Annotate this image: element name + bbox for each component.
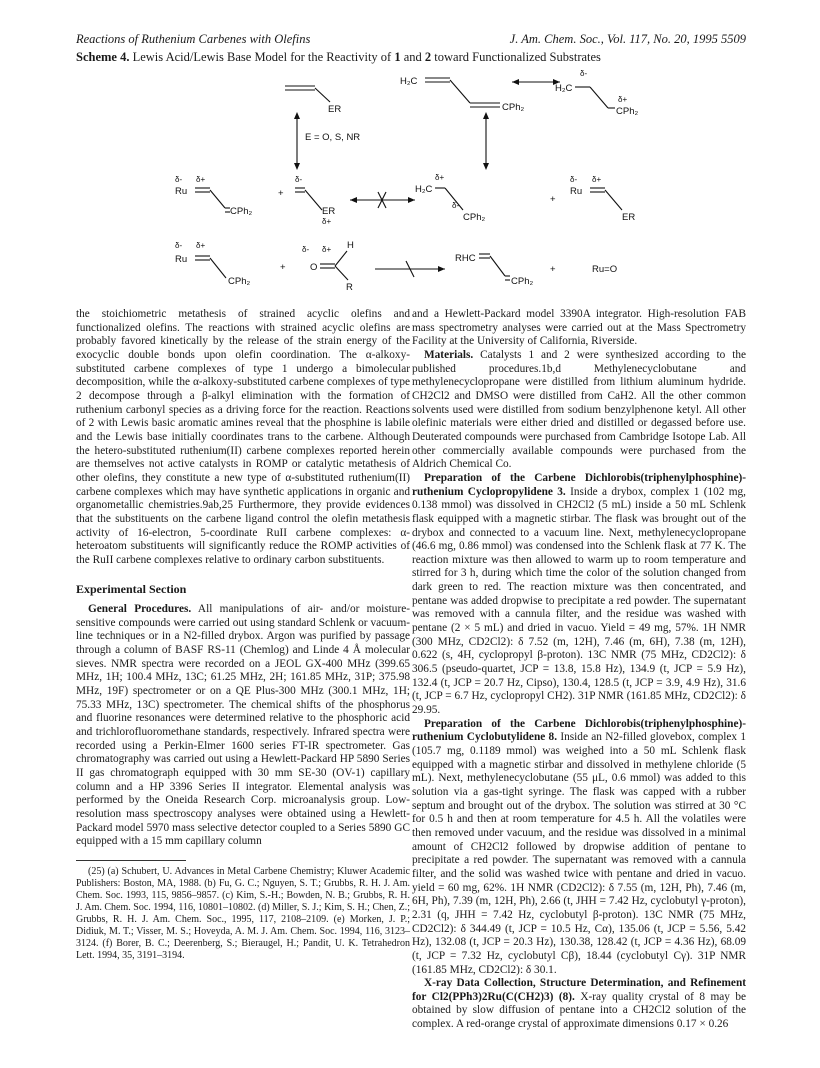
label-delta-plus-ru3: δ+ (196, 241, 206, 250)
label-h2c-mid: H₂C (415, 184, 433, 195)
general-procedures-text: All manipulations of air- and/or moisture-sensitive compounds were carried out using standard Schlenk or vacuum-line techniques or in a N2-filled drybox. Argon was purified by passage through a column of BASF RS-11 (Chemlog) and Linde 4 Å molecular sieves. NMR spectra were recorded on a JEOL GX-400 MHz (399.65 MHz, 1H; 100.4 MHz, 13C; 61.25 MHz, 2H; 161.85 MHz, 31P; 375.98 MHz, 19F) spectrometer or on a QE Plus-300 MHz (300.1 MHz, 1H; 75.33 MHz, 13C) spectrometer. The chemical shifts of the phosphorus and fluorine resonances were determined relative to the phosphoric acid and trichlorofluoromethane standards, respectively. Infrared spectra were recorded using a Perkin-Elmer 1600 series FT-IR spectrometer. Gas chromatography was carried out using a Hewlett-Packard HP 5890 Series II gas chromatograph equipped with 30 mm SE-30 (OV-1) capillary column and a HP 3396 Series II integrator. Elemental analysis was performed by the Oneida Research Corp. microanalysis group. Low-resolution mass spectroscopy analyses were obtained using a Hewlett-Packard model 5970 mass selective detector coupled to a Series 5890 GC equipped with a 15 mm capillary column (76, 603, 410, 848)
scheme-bonds (195, 78, 622, 280)
scheme-diagram (130, 68, 730, 298)
scheme-caption (76, 50, 746, 65)
instrument-paragraph: and a Hewlett-Packard model 3390A integrator. High-resolution FAB mass spectrometry analyses were carried out at the Mass Spectrometry Facility at the University of California, Riverside. (412, 308, 746, 348)
label-delta-minus-ru2: δ- (570, 175, 578, 184)
label-er-mid: ER (322, 206, 336, 217)
prep-3-paragraph (412, 472, 746, 718)
label-ru-o: Ru=O (592, 264, 618, 275)
left-column (76, 308, 410, 962)
footnote-25: (25) (a) Schubert, U. Advances in Metal Carbene Chemistry; Kluwer Academic Publishers: Boston, MA, 1988. (b) Fu, G. C.; Nguyen, S. T.; Grubbs, R. H. J. Am. Chem. Soc. 1993, 115, 9856–9857. (c) Kim, S.-H.; Bowden, N. B.; Grubbs, R. H. J. Am. Chem. Soc. 1994, 116, 10801–10802. (d) Miller, S. J.; Kim, S. H.; Chen, Z.; Grubbs, R. H. J. Am. Chem. Soc., 1995, 117, 2108–2109. (e) Morken, J. P.; Didiuk, M. T.; Visser, M. S.; Hoveyda, A. M. J. Am. Chem. Soc. 1994, 116, 3123–3124. (f) Borer, B. C.; Deerenberg, S.; Bieraugel, H.; Pandit, U. K. Tetrahedron Lett. 1994, 35, 3191–3194. (76, 865, 410, 961)
label-cph2-top: CPh₂ (502, 102, 525, 113)
prep-3-text: Inside a drybox, complex 1 (102 mg, 0.138 mmol) was dissolved in CH2Cl2 (5 mL) inside a 50 mL Schlenk flask equipped with a magnetic stirbar. The flask was brought out of the drybox and connected to a vacuum line. Next, methylenecyclopropane (46.6 mg, 0.86 mmol) was condensed into the Schlenk flask at 77 K. The reaction mixture was then allowed to warm up to room temperature and stirred for 3 h, during which time the color of the solution changed from dark green to red. The reaction mixture was then concentrated, and pentane was added dropwise to precipitate a red powder. The supernatant was removed with a cannula filter, and the residue was washed with pentane (2 × 5 mL) and dried in vacuo. Yield = 49 mg, 57%. 1H NMR (300 MHz, CD2Cl2): δ 7.52 (m, 12H), 7.46 (m, 6H), 7.38 (m, 12H), 0.622 (s, 4H, cyclopropyl β-proton). 13C NMR (75 MHz, CD2Cl2): δ 306.5 (pseudo-quartet, JCP = 13.8, 15.8 Hz), 134.9 (t, JCP = 5.9 Hz), 132.4 (t, JCP = 20.7 Hz, Cipso), 130.4, 128.5 (t, JCP = 3.9, 4.9 Hz), 31.6 (t, JCP = 6.7 Hz, cyclopropyl CH2). 31P NMR (161.85 MHz, CD2Cl2): δ 29.95. (412, 485, 746, 717)
label-e-definition: E = O, S, NR (305, 132, 361, 143)
materials-paragraph (412, 349, 746, 472)
scheme-title-end: toward Functionalized Substrates (434, 50, 601, 64)
xray-title: X-ray Data Collection, Structure Determination, and Refinement for Cl2(PPh3)2Ru(C(CH2)3) (8). (412, 977, 746, 1003)
label-o: O (310, 262, 318, 273)
label-delta-plus-ru1: δ+ (196, 175, 206, 184)
label-delta-minus-o: δ- (302, 245, 310, 254)
label-ru-2: Ru (570, 186, 583, 197)
general-procedures-paragraph (76, 603, 410, 849)
label-delta-minus-ru1: δ- (175, 175, 183, 184)
scheme-compound-1: 1 (394, 50, 401, 64)
label-cph2-bottom: CPh₂ (228, 276, 251, 287)
label-delta-plus-c: δ+ (322, 245, 332, 254)
label-plus-mid-left: + (278, 188, 284, 199)
label-ru-1: Ru (175, 186, 188, 197)
running-head-citation: J. Am. Chem. Soc., Vol. 117, No. 20, 1995 5509 (509, 32, 746, 46)
scheme-compound-2: 2 (424, 50, 432, 64)
label-h: H (347, 240, 354, 251)
section-heading-experimental: Experimental Section (76, 582, 187, 597)
footnote-divider (76, 860, 186, 861)
label-ru-3: Ru (175, 254, 188, 265)
general-procedures-title: General Procedures. (88, 603, 192, 616)
label-h2c-top-right: H₂C (555, 83, 573, 94)
xray-paragraph (412, 977, 746, 1032)
label-delta-plus-top-right: δ+ (618, 95, 628, 104)
label-delta-minus-top-right: δ- (580, 69, 588, 78)
conclusion-paragraph: the stoichiometric metathesis of strained acyclic olefins and functionalized olefins. The reactions with strained acyclic olefins are probably favored kinetically by the release of the strain energy of the exocyclic double bonds upon olefin coordination. The α-alkoxy-substituted carbene complexes of type 1 undergo a bimolecular decomposition, while the α-alkoxy-substituted carbene complexes of type 2 decompose through a β-alkyl elimination with the formation of ruthenium carbonyl species as a driving force for the reaction. Reactions of 2 with Lewis basic aromatic amines reveal that the phosphine is labile and the Lewis base initially coordinates trans to the carbene. Although the hetero-substituted ruthenium(II) carbene complexes reported herein are themselves not active catalysts in ROMP or catalytic metathesis of other olefins, they constitute a new type of α-substituted ruthenium(II) carbene complexes which may have synthetic applications in organic and organometallic chemistries.9ab,25 Furthermore, they provide evidences that the substituents on the carbene ligand control the olefin metathesis activity of 16-electron, 5-coordinate RuII carbene complexes: α-heteroatom substituents will significantly reduce the ROMP activities of the RuII carbene complexes relative to ordinary carbon substituents. (76, 308, 410, 566)
prep-8-title: Preparation of the Carbene Dichlorobis(triphenylphosphine)-ruthenium Cyclobutylidene 8. (412, 717, 746, 744)
label-delta-minus-mid: δ- (295, 175, 303, 184)
label-r: R (346, 282, 353, 293)
running-head-title: Reactions of Ruthenium Carbenes with Olefins (76, 32, 311, 46)
label-plus-mid-right: + (550, 194, 556, 205)
label-er-top: ER (328, 104, 342, 115)
label-cph2-bottom-right: CPh₂ (511, 276, 534, 287)
prep-3-title: Preparation of the Carbene Dichlorobis(triphenylphosphine)-ruthenium Cyclopropylidene 3. (412, 471, 746, 498)
prep-8-paragraph (412, 718, 746, 977)
scheme-title: Lewis Acid/Lewis Base Model for the Reactivity of (132, 50, 392, 64)
label-cph2-mid-right: CPh₂ (463, 212, 486, 223)
label-h2c-top: H₂C (400, 76, 418, 87)
label-er-right: ER (622, 212, 636, 223)
scheme-and: and (403, 50, 422, 64)
prep-8-text: Inside an N2-filled glovebox, complex 1 (105.7 mg, 0.1189 mmol) was weighed into a 50 mL Schlenk flask equipped with a magnetic stirbar and dissolved in methylene chloride (5 mL). Next, methylenecyclobutane (55 μL, 0.6 mmol) was added to this solution via a gas-tight syringe. The flask was capped with a rubber septum and brought out of the drybox. The solution was stirred at 30 °C for 0.5 h and then at room temperature for 4.5 h. All the volatiles were then removed under vacuum, and the residue was dissolved in a minimal amount of CH2Cl2 followed by dropwise addition of pentane to precipitate a red powder. The supernatant was removed with a cannula filter, and the solid was washed twice with pentane and dried in vacuo. yield = 60 mg, 62%. 1H NMR (CD2Cl2): δ 7.55 (m, 12H, Ph), 7.46 (m, 6H, Ph), 7.39 (m, 12H, Ph), 2.66 (t, JHH = 7.42 Hz, cyclobutyl γ-proton), 2.31 (q, JHH = 7.42 Hz, cyclobutyl β-proton). 13C NMR (75 MHz, CD2Cl2): δ 344.49 (t, JCP = 10.5 Hz, Cα), 135.06 (t, JCP = 5.56, 5.42 Hz), 132.08 (t, JCP = 20.3 Hz), 130.38, 128.42 (t, JCP = 4.36 Hz), 68.09 (t, JCP = 7.32 Hz, cyclobutyl Cβ), 18.44 (cyclobutyl Cγ). 31P NMR (161.85 MHz, CD2Cl2): δ 30.1. (412, 731, 747, 976)
label-delta-plus-ru2: δ+ (592, 175, 602, 184)
label-delta-plus-h2c: δ+ (435, 173, 445, 182)
label-cph2-top-right: CPh₂ (616, 106, 639, 117)
materials-title: Materials. (424, 348, 474, 361)
label-plus-bottom-right: + (550, 264, 556, 275)
materials-text: Catalysts 1 and 2 were synthesized according to the published procedures.1b,d Methylenecyclobutane and methylenecyclopropane were distilled from lithium aluminum hydride. CH2Cl2 and DMSO were distilled from CaH2. All the other common solvents used were distilled from sodium benzylphenone ketyl. All other olefinic materials were either dried and distilled or degassed before use. Deuterated compounds were purchased from Cambridge Isotope Lab. All other commercially available compounds were purchased from the Aldrich Chemical Co. (412, 348, 746, 471)
right-column (412, 308, 746, 1032)
label-delta-plus-mid: δ+ (322, 217, 332, 226)
running-head (76, 32, 746, 47)
scheme-label: Scheme 4. (76, 50, 130, 64)
label-delta-minus-cph2: δ- (452, 201, 460, 210)
label-delta-minus-ru3: δ- (175, 241, 183, 250)
label-cph2-mid: CPh₂ (230, 206, 253, 217)
label-plus-bottom-left: + (280, 262, 286, 273)
label-rhc: RHC (455, 253, 476, 264)
xray-text: X-ray quality crystal of 8 may be obtained by slow diffusion of pentane into a CH2Cl2 solution of the complex. A red-orange crystal of approximate dimensions 0.17 × 0.26 (412, 990, 747, 1031)
